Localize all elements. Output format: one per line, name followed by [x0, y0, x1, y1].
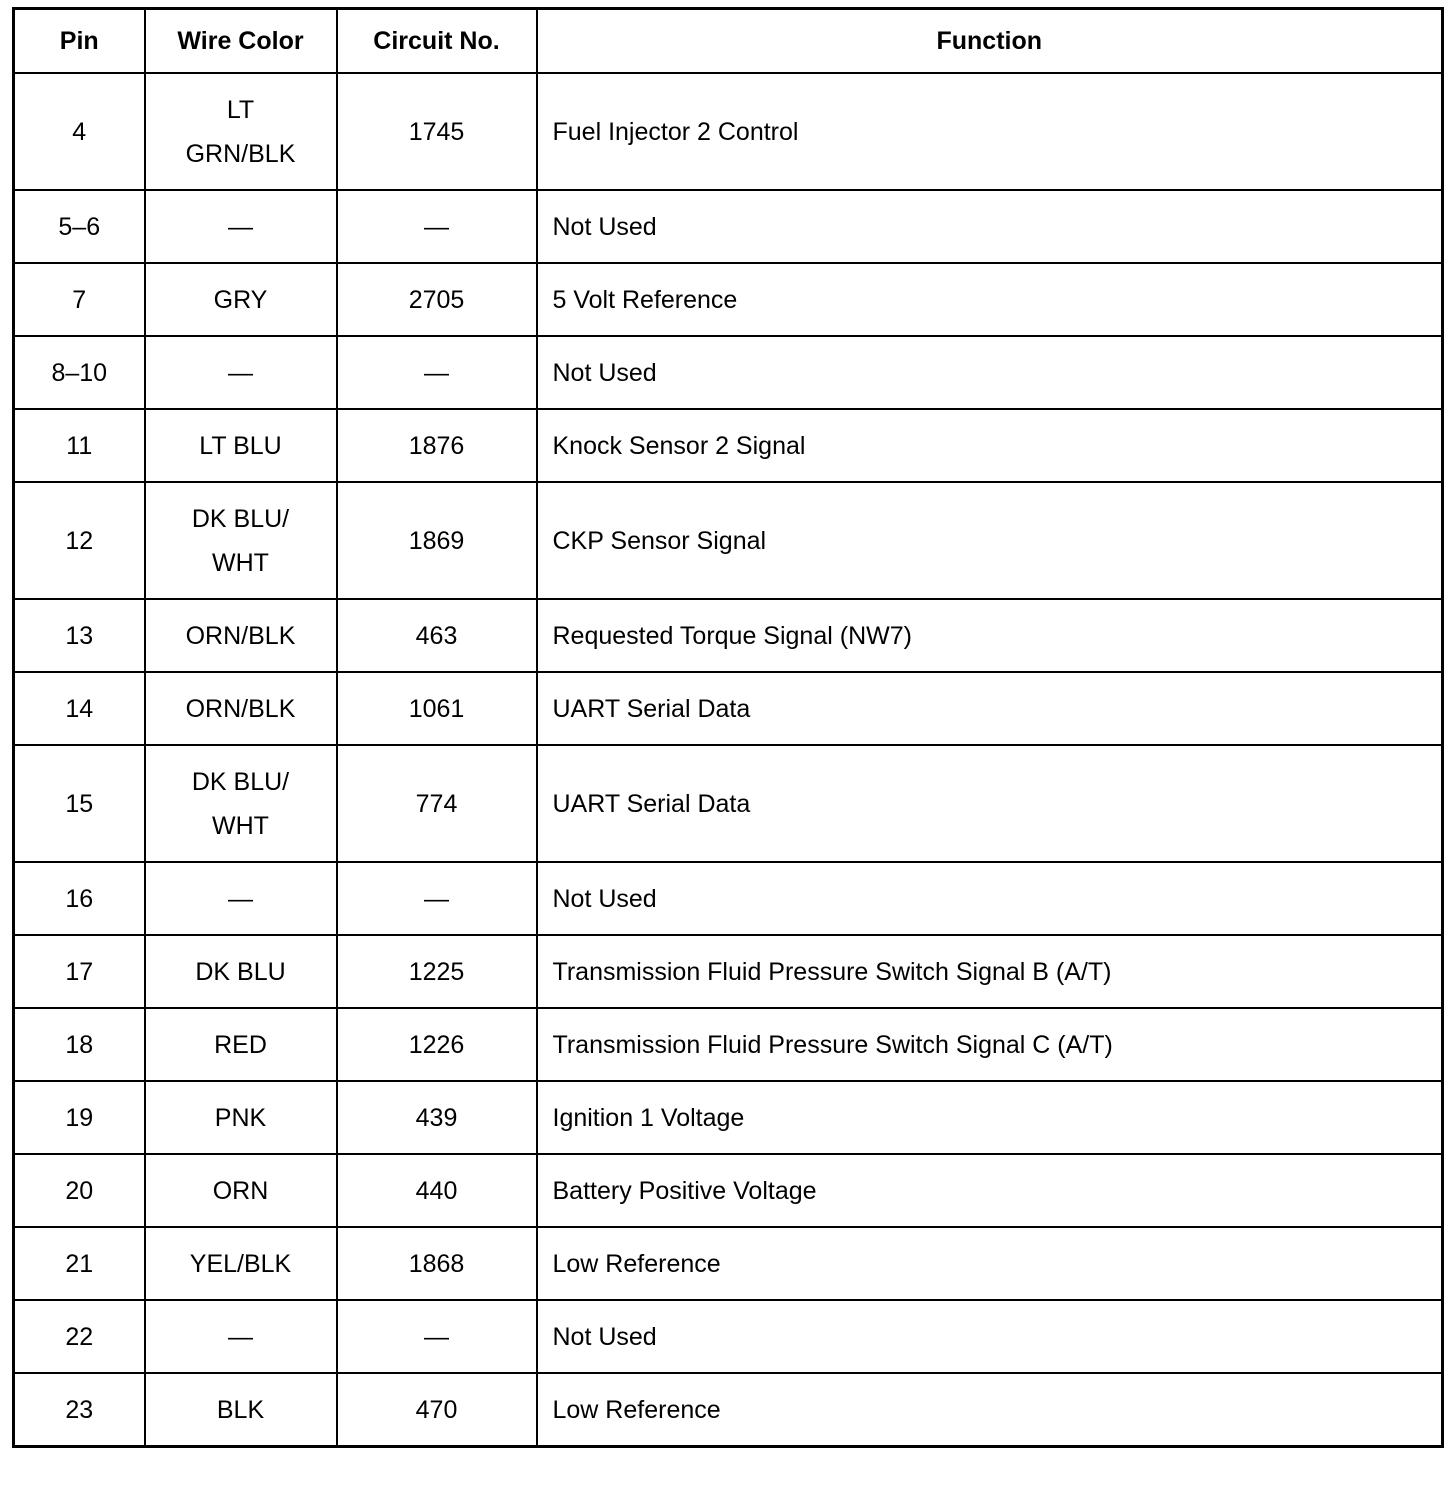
wire-color-line: —: [228, 212, 253, 241]
wire-color-cell: [145, 1154, 337, 1227]
pin-cell: 18: [14, 1008, 145, 1081]
circuit-number-cell: 439: [337, 1081, 537, 1154]
wire-color-line: —: [228, 884, 253, 913]
table-row: [14, 862, 1443, 935]
table-row: [14, 409, 1443, 482]
wire-color-line: LT BLU: [199, 431, 282, 460]
wire-color-line: RED: [214, 1030, 267, 1059]
wire-color-cell: [145, 190, 337, 263]
table-row: [14, 482, 1443, 599]
pin-cell: 4: [14, 73, 145, 190]
circuit-number-cell: 1876: [337, 409, 537, 482]
circuit-number-cell: 1226: [337, 1008, 537, 1081]
table-row: [14, 1154, 1443, 1227]
table-body: [14, 73, 1443, 1447]
wire-color-cell: [145, 336, 337, 409]
function-cell: Not Used: [537, 336, 1443, 409]
pin-cell: 13: [14, 599, 145, 672]
pin-cell: 12: [14, 482, 145, 599]
table-row: [14, 1300, 1443, 1373]
table-row: [14, 935, 1443, 1008]
wire-color-line: ORN/BLK: [185, 694, 296, 723]
wire-color-line: DK BLU: [195, 957, 286, 986]
pin-cell: 19: [14, 1081, 145, 1154]
function-cell: Requested Torque Signal (NW7): [537, 599, 1443, 672]
circuit-number-cell: —: [337, 336, 537, 409]
circuit-number-cell: 1225: [337, 935, 537, 1008]
pin-cell: 8–10: [14, 336, 145, 409]
table-row: [14, 73, 1443, 190]
wire-color-line: DK BLU/: [191, 767, 290, 796]
wire-color-line: ORN/BLK: [185, 621, 296, 650]
circuit-number-cell: —: [337, 1300, 537, 1373]
header-circuit-number: Circuit No.: [337, 9, 537, 74]
pin-cell: 7: [14, 263, 145, 336]
function-cell: Not Used: [537, 1300, 1443, 1373]
pin-cell: 14: [14, 672, 145, 745]
pin-cell: 22: [14, 1300, 145, 1373]
circuit-number-cell: 1061: [337, 672, 537, 745]
pin-cell: 21: [14, 1227, 145, 1300]
circuit-number-cell: 1869: [337, 482, 537, 599]
wire-color-line: —: [228, 358, 253, 387]
function-cell: Ignition 1 Voltage: [537, 1081, 1443, 1154]
function-cell: Battery Positive Voltage: [537, 1154, 1443, 1227]
wire-color-line: ORN: [212, 1176, 269, 1205]
pin-cell: 23: [14, 1373, 145, 1447]
pin-cell: 17: [14, 935, 145, 1008]
table-row: [14, 745, 1443, 862]
function-cell: Not Used: [537, 190, 1443, 263]
wire-color-line: GRY: [213, 285, 268, 314]
pin-cell: 5–6: [14, 190, 145, 263]
table-row: [14, 336, 1443, 409]
wire-color-line: WHT: [212, 548, 269, 577]
wire-color-cell: [145, 482, 337, 599]
circuit-number-cell: —: [337, 190, 537, 263]
function-cell: UART Serial Data: [537, 672, 1443, 745]
circuit-number-cell: 2705: [337, 263, 537, 336]
header-wire-color: Wire Color: [145, 9, 337, 74]
function-cell: Low Reference: [537, 1373, 1443, 1447]
function-cell: Transmission Fluid Pressure Switch Signal C (A/T): [537, 1008, 1443, 1081]
function-cell: UART Serial Data: [537, 745, 1443, 862]
wire-color-cell: [145, 1008, 337, 1081]
table-row: [14, 263, 1443, 336]
function-cell: 5 Volt Reference: [537, 263, 1443, 336]
wire-color-cell: [145, 745, 337, 862]
pin-cell: 16: [14, 862, 145, 935]
wire-color-line: WHT: [212, 811, 269, 840]
wire-color-line: YEL/BLK: [189, 1249, 292, 1278]
wire-color-line: BLK: [216, 1395, 265, 1424]
wire-color-cell: [145, 1300, 337, 1373]
wire-color-cell: [145, 73, 337, 190]
pin-cell: 15: [14, 745, 145, 862]
pin-cell: 11: [14, 409, 145, 482]
table-row: [14, 1227, 1443, 1300]
wire-color-cell: [145, 1227, 337, 1300]
wire-color-line: LT: [226, 95, 255, 124]
wire-color-cell: [145, 935, 337, 1008]
circuit-number-cell: 1868: [337, 1227, 537, 1300]
function-cell: CKP Sensor Signal: [537, 482, 1443, 599]
wire-color-line: GRN/BLK: [185, 139, 296, 168]
wire-color-cell: [145, 862, 337, 935]
wire-color-cell: [145, 1081, 337, 1154]
circuit-number-cell: 463: [337, 599, 537, 672]
circuit-number-cell: 440: [337, 1154, 537, 1227]
wire-color-line: PNK: [214, 1103, 267, 1132]
wire-color-cell: [145, 1373, 337, 1447]
table-row: [14, 1008, 1443, 1081]
wire-color-line: —: [228, 1322, 253, 1351]
connector-pinout-table: [12, 7, 1444, 1448]
table-row: [14, 190, 1443, 263]
table-row: [14, 672, 1443, 745]
function-cell: Transmission Fluid Pressure Switch Signal B (A/T): [537, 935, 1443, 1008]
wire-color-cell: [145, 672, 337, 745]
wire-color-cell: [145, 599, 337, 672]
function-cell: Low Reference: [537, 1227, 1443, 1300]
circuit-number-cell: 470: [337, 1373, 537, 1447]
wire-color-line: DK BLU/: [191, 504, 290, 533]
function-cell: Not Used: [537, 862, 1443, 935]
circuit-number-cell: 1745: [337, 73, 537, 190]
pin-cell: 20: [14, 1154, 145, 1227]
table-header-row: [14, 9, 1443, 74]
header-pin: Pin: [14, 9, 145, 74]
function-cell: Fuel Injector 2 Control: [537, 73, 1443, 190]
table-row: [14, 599, 1443, 672]
table-row: [14, 1373, 1443, 1447]
circuit-number-cell: —: [337, 862, 537, 935]
header-function: Function: [537, 9, 1443, 74]
table-row: [14, 1081, 1443, 1154]
wire-color-cell: [145, 409, 337, 482]
circuit-number-cell: 774: [337, 745, 537, 862]
wire-color-cell: [145, 263, 337, 336]
function-cell: Knock Sensor 2 Signal: [537, 409, 1443, 482]
